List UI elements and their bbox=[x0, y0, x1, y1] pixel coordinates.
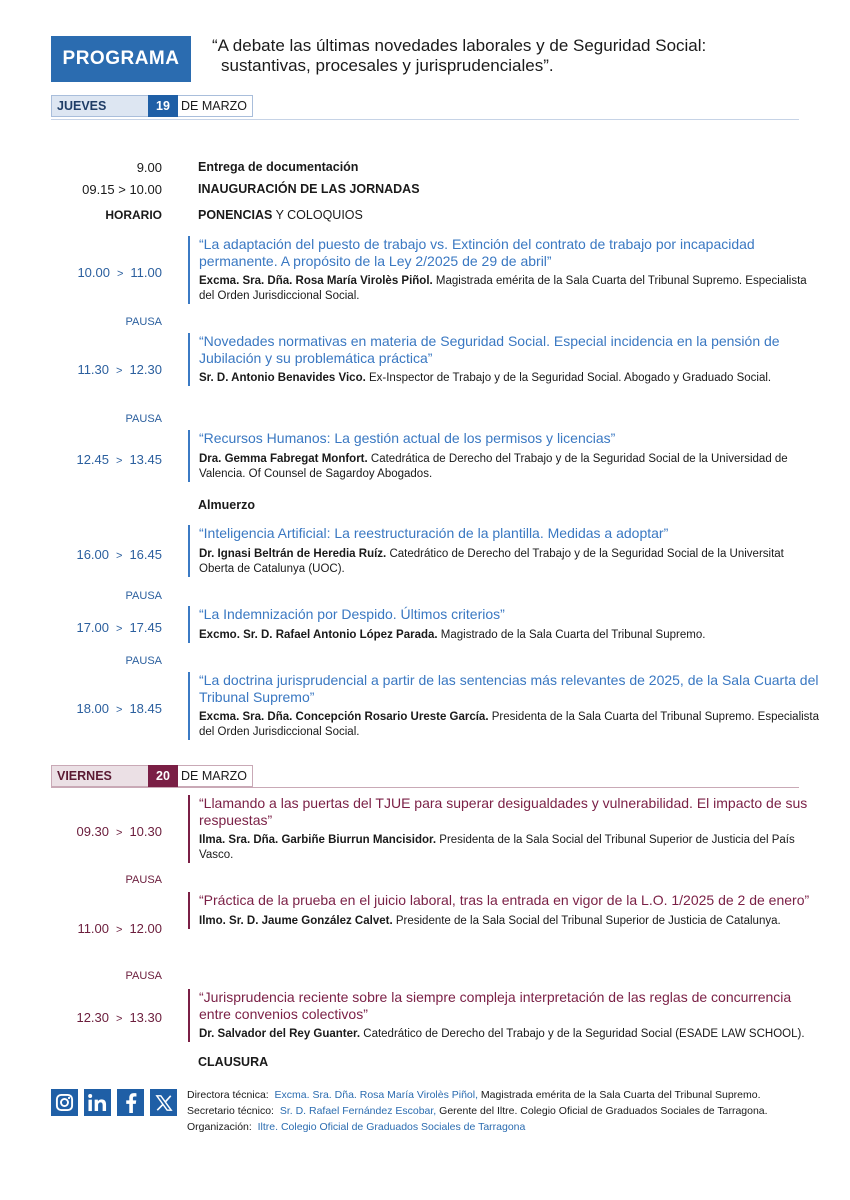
session-block bbox=[188, 795, 820, 863]
session-block bbox=[188, 236, 820, 304]
session-title: “La adaptación del puesto de trabajo vs. Extinción del contrato de trabajo por incapacidad permanente. A propósito de la Ley 2/2025 de 29 de abril” bbox=[199, 236, 755, 269]
session-title: “Práctica de la prueba en el juicio laboral, tras la entrada en vigor de la L.O. 1/2025 de 2 de enero” bbox=[199, 892, 810, 908]
pausa-label: PAUSA bbox=[125, 655, 162, 667]
intro-label: Entrega de documentación bbox=[198, 160, 359, 174]
day-number: 20 bbox=[148, 765, 178, 787]
session-speaker: Excma. Sra. Dña. Rosa María Virolès Piñol. Magistrada emérita de la Sala Cuarta del Tribunal Supremo. Especialista del Orden Jurisdiccional Social. bbox=[199, 275, 807, 302]
pausa-label: PAUSA bbox=[125, 590, 162, 602]
linkedin-icon[interactable] bbox=[84, 1089, 111, 1116]
footer-directora: Directora técnica: Excma. Sra. Dña. Rosa María Virolès Piñol, Magistrada emérita de la Sala Cuarta del Tribunal Supremo. bbox=[187, 1089, 761, 1101]
session-speaker: Dra. Gemma Fabregat Monfort. Catedrática de Derecho del Trabajo y de la Seguridad Social de la Universidad de Valencia. Of Counsel de Sagardoy Abogados. bbox=[199, 452, 788, 480]
session-block bbox=[188, 672, 820, 740]
session-speaker: Excma. Sra. Dña. Concepción Rosario Ureste García. Presidenta de la Sala Cuarta del Tribunal Supremo. Especialista del Orden Jurisdiccional Social. bbox=[199, 711, 820, 738]
day-month: DE MARZO bbox=[178, 765, 253, 787]
horario-label: HORARIO bbox=[105, 208, 162, 222]
session-time: 12.30 > 13.30 bbox=[76, 1010, 162, 1025]
facebook-icon[interactable] bbox=[117, 1089, 144, 1116]
session-title: “La Indemnización por Despido. Últimos criterios” bbox=[199, 606, 505, 622]
divider bbox=[51, 119, 799, 120]
session-time: 17.00 > 17.45 bbox=[76, 620, 162, 635]
title-line-2: sustantivas, procesales y jurisprudenciales”. bbox=[221, 56, 554, 75]
session-block bbox=[188, 430, 820, 482]
session-block bbox=[188, 606, 820, 643]
session-speaker: Dr. Salvador del Rey Guanter. Catedrático de Derecho del Trabajo y de la Seguridad Social (ESADE LAW SCHOOL). bbox=[199, 1028, 805, 1040]
intro-time: 09.15 > 10.00 bbox=[82, 182, 162, 197]
session-block bbox=[188, 333, 820, 386]
x-icon[interactable] bbox=[150, 1089, 177, 1116]
session-speaker: Ilma. Sra. Dña. Garbiñe Biurrun Mancisidor. Presidenta de la Sala Social del Tribunal Superior de Justicia del País Vasco. bbox=[199, 834, 795, 861]
directora-link[interactable]: Excma. Sra. Dña. Rosa María Virolès Piñol, bbox=[274, 1089, 479, 1101]
thursday-header bbox=[51, 95, 253, 117]
secretario-link[interactable]: Sr. D. Rafael Fernández Escobar, bbox=[279, 1105, 437, 1117]
session-speaker: Sr. D. Antonio Benavides Vico. Ex-Inspector de Trabajo y de la Seguridad Social. Abogado y Graduado Social. bbox=[199, 372, 772, 384]
session-time: 11.00 > 12.00 bbox=[77, 921, 162, 936]
session-speaker: Excmo. Sr. D. Rafael Antonio López Parada. Magistrado de la Sala Cuarta del Tribunal Supremo. bbox=[199, 628, 706, 641]
instagram-icon[interactable] bbox=[51, 1089, 78, 1116]
session-speaker: Dr. Ignasi Beltrán de Heredia Ruíz. Catedrático de Derecho del Trabajo y de la Seguridad Social de la Universitat Oberta de Catalunya (UOC). bbox=[199, 547, 784, 575]
session-time: 10.00 > 11.00 bbox=[77, 265, 162, 280]
day-name: VIERNES bbox=[51, 765, 148, 787]
pausa-label: PAUSA bbox=[125, 316, 162, 328]
session-time: 16.00 > 16.45 bbox=[76, 547, 162, 562]
footer-secretario: Secretario técnico: Sr. D. Rafael Fernández Escobar, Gerente del Iltre. Colegio Oficial de Graduados Sociales de Tarragona. bbox=[187, 1105, 768, 1117]
intro-label: INAUGURACIÓN DE LAS JORNADAS bbox=[198, 182, 420, 196]
friday-header bbox=[51, 765, 253, 787]
session-time: 12.45 > 13.45 bbox=[76, 452, 162, 467]
title-line-1: “A debate las últimas novedades laborales y de Seguridad Social: bbox=[212, 36, 707, 55]
day-name: JUEVES bbox=[51, 95, 148, 117]
session-block bbox=[188, 892, 820, 929]
almuerzo-label: Almuerzo bbox=[198, 498, 255, 512]
session-time: 11.30 > 12.30 bbox=[77, 362, 162, 377]
organizacion-link[interactable]: Iltre. Colegio Oficial de Graduados Sociales de Tarragona bbox=[257, 1121, 526, 1133]
session-time: 18.00 > 18.45 bbox=[76, 701, 162, 716]
pausa-label: PAUSA bbox=[125, 970, 162, 982]
session-title: “Llamando a las puertas del TJUE para superar desigualdades y vulnerabilidad. El impacto de sus respuestas” bbox=[199, 795, 808, 828]
intro-label: PONENCIAS Y COLOQUIOS bbox=[198, 208, 363, 222]
clausura-label: CLAUSURA bbox=[198, 1055, 269, 1069]
session-block bbox=[188, 989, 820, 1042]
intro-time: 9.00 bbox=[136, 160, 162, 175]
day-number: 19 bbox=[148, 95, 178, 117]
program-title bbox=[212, 36, 812, 76]
footer-organizacion: Organización: Iltre. Colegio Oficial de Graduados Sociales de Tarragona bbox=[187, 1121, 526, 1133]
session-title: “Inteligencia Artificial: La reestructuración de la plantilla. Medidas a adoptar” bbox=[199, 525, 669, 541]
pausa-label: PAUSA bbox=[125, 413, 162, 425]
pausa-label: PAUSA bbox=[125, 874, 162, 886]
programa-badge: PROGRAMA bbox=[51, 36, 191, 82]
session-title: “Novedades normativas en materia de Seguridad Social. Especial incidencia en la pensión de Jubilación y su problemática práctica” bbox=[199, 333, 780, 366]
divider bbox=[51, 787, 799, 788]
session-time: 09.30 > 10.30 bbox=[76, 824, 162, 839]
session-title: “La doctrina jurisprudencial a partir de las sentencias más relevantes de 2025, de la Sala Cuarta del Tribunal Supremo” bbox=[199, 672, 819, 705]
session-title: “Jurisprudencia reciente sobre la siempre compleja interpretación de las reglas de concurrencia entre convenios colectivos” bbox=[199, 989, 792, 1022]
session-title: “Recursos Humanos: La gestión actual de los permisos y licencias” bbox=[199, 430, 616, 446]
day-month: DE MARZO bbox=[178, 95, 253, 117]
session-speaker: Ilmo. Sr. D. Jaume González Calvet. Presidente de la Sala Social del Tribunal Superior de Justicia de Catalunya. bbox=[199, 914, 781, 927]
session-block bbox=[188, 525, 820, 577]
